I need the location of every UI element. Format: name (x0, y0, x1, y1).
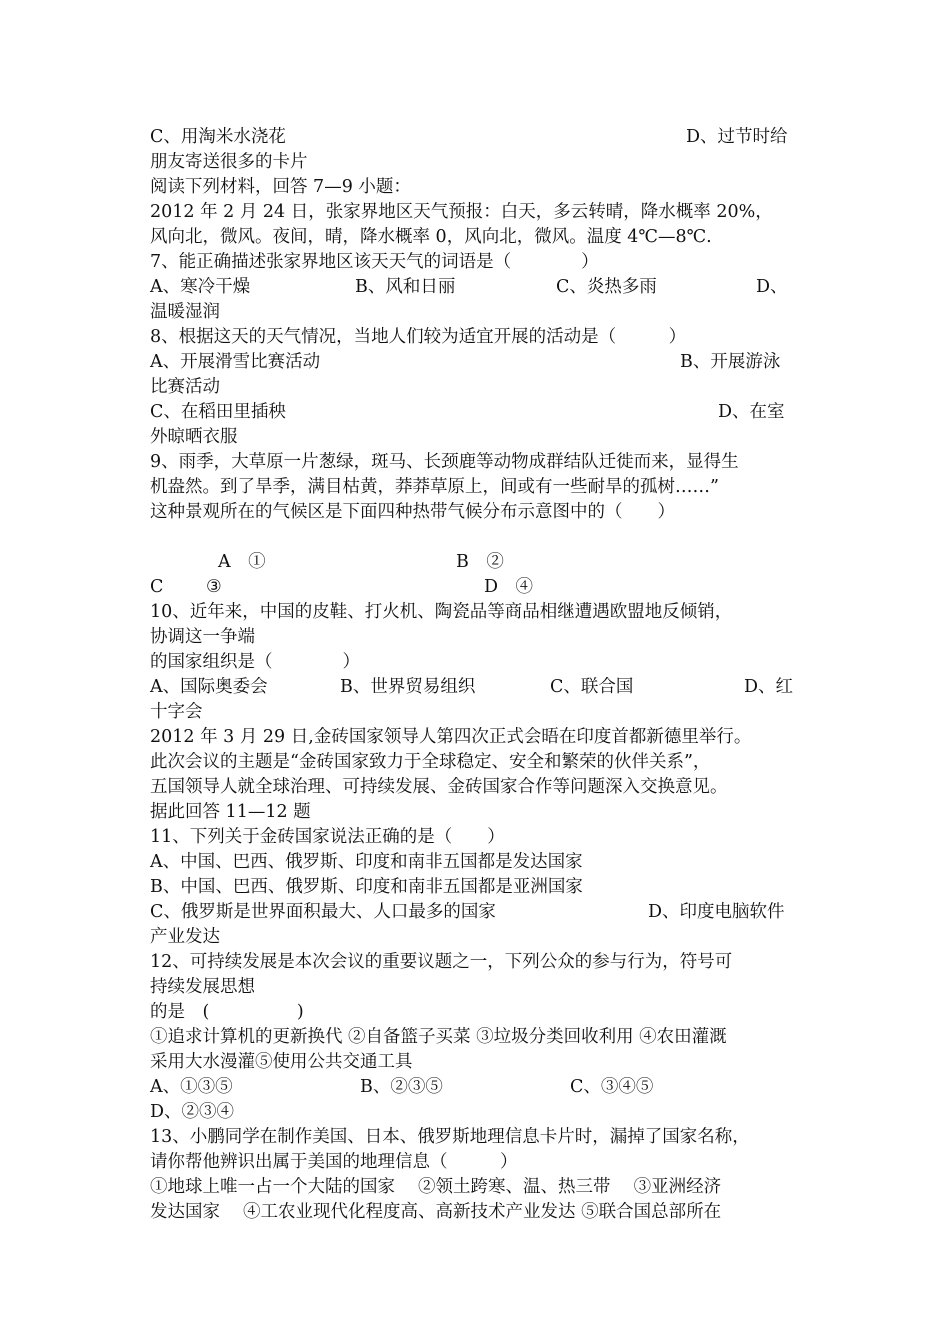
option-d: D、 (756, 277, 788, 297)
option-b: B、中国、巴西、俄罗斯、印度和南非五国都是亚洲国家 (150, 877, 583, 897)
option-a: A、①③⑤ (150, 1077, 233, 1097)
option-d: D、过节时给 (686, 127, 788, 147)
text-line: 2012 年 3 月 29 日,金砖国家领导人第四次正式会晤在印度首都新德里举行。 (150, 727, 752, 747)
options-line (150, 350, 800, 375)
options-line (150, 675, 800, 700)
options-line (150, 550, 800, 575)
options-line (150, 575, 800, 600)
options-line (150, 400, 800, 425)
question-9: 9、雨季，大草原一片葱绿，斑马、长颈鹿等动物成群结队迁徙而来，显得生 (150, 452, 739, 472)
option-a: A、寒冷干燥 (150, 277, 251, 297)
question-8: 8、根据这天的天气情况，当地人们较为适宜开展的活动是（ ） (150, 327, 687, 347)
option-d: D、②③④ (150, 1102, 235, 1122)
question-13: 13、小鹏同学在制作美国、日本、俄罗斯地理信息卡片时，漏掉了国家名称， (150, 1127, 750, 1147)
text-line: 据此回答 11—12 题 (150, 802, 311, 822)
option-a: A ① (218, 552, 266, 572)
options-line (150, 275, 800, 300)
option-b: B、风和日丽 (355, 277, 456, 297)
text-line: 十字会 (150, 702, 203, 722)
text-line: 的国家组织是（ ） (150, 652, 360, 672)
text-line: 协调这一争端 (150, 627, 255, 647)
text-line: 的是 ( ) (150, 1002, 304, 1022)
text-line: 温暖湿润 (150, 302, 220, 322)
question-10: 10、近年来，中国的皮鞋、打火机、陶瓷品等商品相继遭遇欧盟地反倾销， (150, 602, 733, 622)
text-line: 2012 年 2 月 24 日，张家界地区天气预报：白天，多云转晴，降水概率 20%， (150, 202, 773, 222)
option-c: C、联合国 (550, 677, 634, 697)
text-line: 比赛活动 (150, 377, 220, 397)
text-line: 风向北，微风。夜间，晴，降水概率 0，风向北，微风。温度 4℃—8℃. (150, 227, 712, 247)
text-line: 五国领导人就全球治理、可持续发展、金砖国家合作等问题深入交换意见。 (150, 777, 728, 797)
text-line: 朋友寄送很多的卡片 (150, 152, 308, 172)
text-line: 机盎然。到了旱季，满目枯黄，莽莽草原上，间或有一些耐旱的孤树……” (150, 477, 719, 497)
option-a: A、中国、巴西、俄罗斯、印度和南非五国都是发达国家 (150, 852, 583, 872)
option-c: C、用淘米水浇花 (150, 127, 286, 147)
text-line: 此次会议的主题是“金砖国家致力于全球稳定、安全和繁荣的伙伴关系”， (150, 752, 711, 772)
option-c: C、在稻田里插秧 (150, 402, 286, 422)
option-a: A、开展滑雪比赛活动 (150, 352, 321, 372)
question-12: 12、可持续发展是本次会议的重要议题之一，下列公众的参与行为，符号可 (150, 952, 733, 972)
option-d: D、红 (744, 677, 794, 697)
material-intro: 阅读下列材料，回答 7—9 小题： (150, 177, 411, 197)
option-b: B、②③⑤ (360, 1077, 443, 1097)
text-line: ①地球上唯一占一个大陆的国家 ②领土跨寒、温、热三带 ③亚洲经济 (150, 1177, 722, 1197)
text-line: 这种景观所在的气候区是下面四种热带气候分布示意图中的（ ） (150, 502, 675, 522)
text-line: 发达国家 ④工农业现代化程度高、高新技术产业发达 ⑤联合国总部所在 (150, 1202, 722, 1222)
option-b: B ② (456, 552, 504, 572)
question-11: 11、下列关于金砖国家说法正确的是（ ） (150, 827, 505, 847)
text-line: ①追求计算机的更新换代 ②自备篮子买菜 ③垃圾分类回收利用 ④农田灌溉 (150, 1027, 727, 1047)
option-d: D、在室 (718, 402, 785, 422)
option-d: D ④ (484, 577, 534, 597)
option-b: B、开展游泳 (680, 352, 781, 372)
question-7: 7、能正确描述张家界地区该天天气的词语是（ ） (150, 252, 599, 272)
option-c: C、③④⑤ (570, 1077, 654, 1097)
text-line: 外晾晒衣服 (150, 427, 238, 447)
options-line (150, 1075, 800, 1100)
option-c: C、俄罗斯是世界面积最大、人口最多的国家 (150, 902, 496, 922)
option-c: C (150, 577, 164, 597)
text-line: 采用大水漫灌⑤使用公共交通工具 (150, 1052, 413, 1072)
options-line (150, 900, 800, 925)
text-line (150, 125, 800, 150)
option-c-value: ③ (206, 577, 222, 597)
option-c: C、炎热多雨 (556, 277, 657, 297)
option-d: D、印度电脑软件 (648, 902, 785, 922)
text-line: 请你帮他辨识出属于美国的地理信息（ ） (150, 1152, 518, 1172)
option-b: B、世界贸易组织 (340, 677, 476, 697)
option-a: A、国际奥委会 (150, 677, 268, 697)
text-line: 持续发展思想 (150, 977, 255, 997)
text-line: 产业发达 (150, 927, 220, 947)
